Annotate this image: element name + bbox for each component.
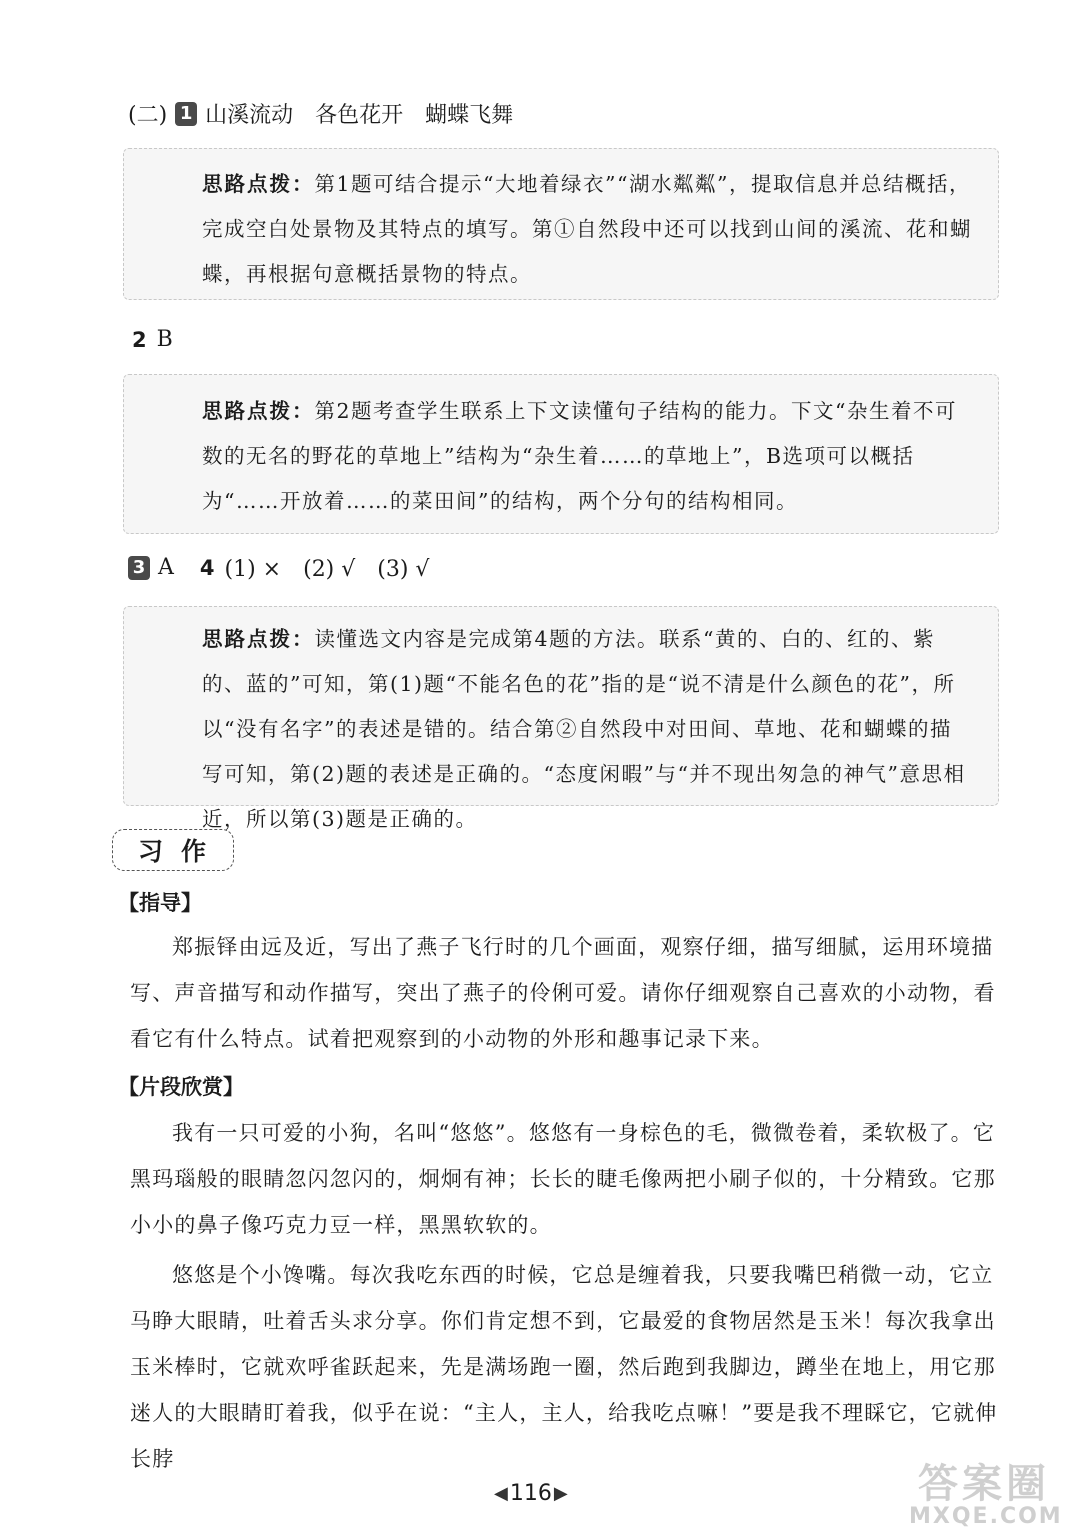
tip-text: 第1题可结合提示“大地着绿衣”“湖水粼粼”，提取信息并总结概括，完成空白处景物及其特点的填写。第①自然段中还可以找到山间的溪流、花和蝴蝶，再根据句意概括景物的特点。 [202, 172, 972, 286]
guide-paragraph: 郑振铎由远及近，写出了燕子飞行时的几个画面，观察仔细，描写细腻，运用环境描写、声音描写和动作描写，突出了燕子的伶俐可爱。请你仔细观察自己喜欢的小动物，看看它有什么特点。试着把观察到的小动物的外形和趣事记录下来。 [130, 935, 996, 1051]
tip-box-3 [123, 606, 999, 831]
tip-text: 读懂选文内容是完成第4题的方法。联系“黄的、白的、红的、紫的、蓝的”可知，第(1)题“不能名色的花”指的是“说不清是什么颜色的花”，所以“没有名字”的表述是错的。结合第②自然段中对田间、草地、花和蝴蝶的描写可知，第(2)题的表述是正确的。“态度闲暇”与“并不现出匆急的神气”意思相近，所以第(3)题是正确的。 [202, 627, 966, 831]
tip-label: 思路点拨： [202, 399, 315, 423]
tip-box-1 [123, 148, 999, 300]
answer-2-text: B [156, 327, 173, 352]
excerpt-paragraph-1: 我有一只可爱的小狗，名叫“悠悠”。悠悠有一身棕色的毛，微微卷着，柔软极了。它黑玛瑙般的眼睛忽闪忽闪的，炯炯有神；长长的睫毛像两把小刷子似的，十分精致。它那小小的鼻子像巧克力豆一样，黑黑软软的。 [130, 1121, 996, 1237]
page-number-text: 116 [509, 1481, 552, 1506]
answer-3-4-line [128, 552, 429, 583]
answer-1-line [128, 98, 513, 129]
tip-text: 第2题考查学生联系上下文读懂句子结构的能力。下文“杂生着不可数的无名的野花的草地上”结构为“杂生着……的草地上”，B选项可以概括为“……开放着……的菜田间”的结构，两个分句的结构相同。 [202, 399, 958, 513]
left-arrow-icon: ◀ [494, 1483, 508, 1504]
excerpt-heading: 【片段欣赏】 [118, 1075, 244, 1099]
tip-box-2 [123, 374, 999, 534]
watermark-text: 答案圈 [918, 1461, 1050, 1507]
tip-label: 思路点拨： [202, 627, 315, 651]
guide-heading: 【指导】 [118, 891, 202, 915]
page-number [494, 1481, 568, 1506]
question-number-1: 1 [175, 102, 197, 126]
watermark-url: MXQE.COM [909, 1504, 1063, 1529]
answer-3-text: A [158, 555, 174, 580]
tip-label: 思路点拨： [202, 172, 315, 196]
section-title-writing: 习作 [112, 829, 234, 871]
answer-2-line [128, 327, 173, 352]
answer-4-text: (1) × (2) √ (3) √ [224, 557, 430, 582]
question-number-2: 2 [132, 327, 147, 352]
answer-1-text: 山溪流动 各色花开 蝴蝶飞舞 [205, 103, 514, 128]
excerpt-paragraph-2: 悠悠是个小馋嘴。每次我吃东西的时候，它总是缠着我，只要我嘴巴稍微一动，它立马睁大眼睛，吐着舌头求分享。你们肯定想不到，它最爱的食物居然是玉米！每次我拿出玉米棒时，它就欢呼雀跃起来，先是满场跑一圈，然后跑到我脚边，蹲坐在地上，用它那迷人的大眼睛盯着我，似乎在说：“主人，主人，给我吃点嘛！”要是我不理睬它，它就伸长脖 [130, 1263, 998, 1471]
question-number-3: 3 [128, 556, 150, 580]
question-number-4: 4 [199, 555, 215, 580]
section-prefix: (二) [128, 103, 168, 128]
right-arrow-icon: ▶ [553, 1483, 568, 1504]
watermark-logo [909, 1461, 1063, 1529]
